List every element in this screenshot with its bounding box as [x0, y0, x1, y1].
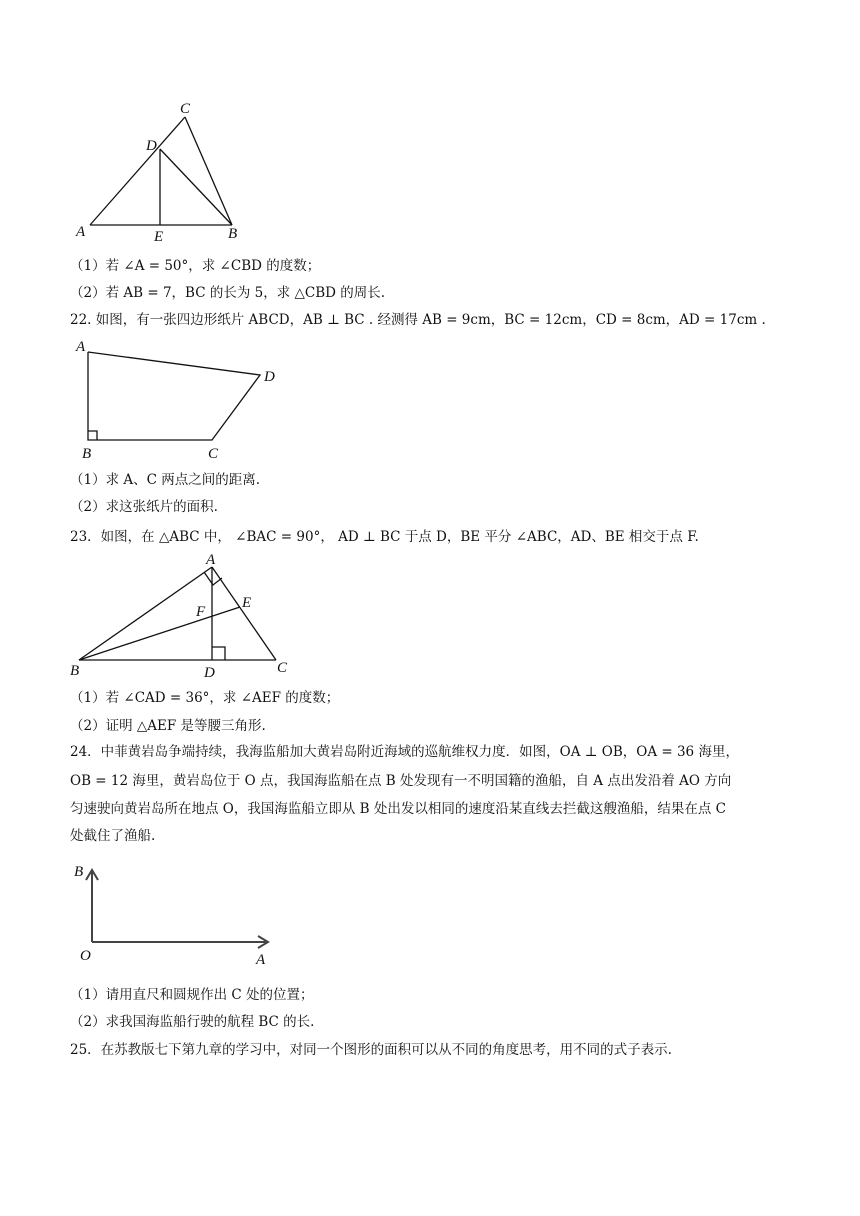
- label-e: E: [154, 229, 164, 244]
- segment-cb: [185, 117, 232, 225]
- label-a: A: [206, 552, 216, 568]
- q23-part1: （1）若 ∠CAD = 36°，求 ∠AEF 的度数；: [70, 690, 340, 706]
- segment-ac: [90, 117, 185, 225]
- label-a: A: [256, 952, 266, 968]
- label-c: C: [208, 446, 219, 462]
- segment-ba: [79, 567, 212, 660]
- q21-part1: （1）若 ∠A = 50°，求 ∠CBD 的度数；: [70, 258, 321, 274]
- quadrilateral-abcd: [88, 352, 260, 440]
- label-o: O: [80, 948, 91, 964]
- label-b: B: [82, 446, 92, 462]
- q21-part2: （2）若 AB = 7，BC 的长为 5，求 △CBD 的周长.: [70, 285, 386, 301]
- label-c: C: [277, 660, 288, 676]
- label-d: D: [264, 369, 275, 385]
- label-c: C: [180, 101, 191, 117]
- figure-q21: [70, 96, 260, 244]
- q24-line4: 处截住了渔船.: [70, 828, 156, 844]
- figure-q22: [70, 338, 290, 464]
- label-b: B: [74, 864, 84, 880]
- q25-stem: 25．在苏教版七下第九章的学习中，对同一个图形的面积可以从不同的角度思考，用不同的式子表示.: [70, 1042, 672, 1058]
- label-d: D: [204, 665, 215, 680]
- q23-stem: 23．如图，在 △ABC 中， ∠BAC = 90°， AD ⊥ BC 于点 D，BE 平分 ∠ABC，AD、BE 相交于点 F.: [70, 529, 699, 545]
- label-d: D: [146, 138, 157, 154]
- q24-line2: OB = 12 海里，黄岩岛位于 O 点，我国海监船在点 B 处发现有一不明国籍的渔船，自 A 点出发沿着 AO 方向: [70, 773, 732, 789]
- q24-part1: （1）请用直尺和圆规作出 C 处的位置；: [70, 987, 314, 1003]
- q24-line1: 24．中菲黄岩岛争端持续，我海监船加大黄岩岛附近海域的巡航维权力度．如图，OA ⊥ OB，OA = 36 海里，: [70, 744, 739, 760]
- q22-stem: 22. 如图，有一张四边形纸片 ABCD，AB ⊥ BC . 经测得 AB = 9cm，BC = 12cm，CD = 8cm，AD = 17cm .: [70, 312, 766, 328]
- right-angle-mark-d: [212, 647, 225, 660]
- label-b: B: [228, 226, 238, 242]
- segment-db: [160, 149, 232, 225]
- figure-q24: [70, 856, 290, 971]
- q24-part2: （2）求我国海监船行驶的航程 BC 的长.: [70, 1014, 315, 1030]
- label-a: A: [76, 224, 86, 240]
- right-angle-mark-b: [88, 431, 97, 440]
- label-f: F: [196, 604, 206, 620]
- label-b: B: [70, 663, 80, 679]
- q22-part1: （1）求 A、C 两点之间的距离.: [70, 472, 261, 488]
- figure-q23: [64, 550, 294, 680]
- q22-part2: （2）求这张纸片的面积.: [70, 499, 218, 515]
- q24-line3: 匀速驶向黄岩岛所在地点 O，我国海监船立即从 B 处出发以相同的速度沿某直线去拦截这艘渔船，结果在点 C: [70, 801, 726, 817]
- q23-part2: （2）证明 △AEF 是等腰三角形.: [70, 718, 266, 734]
- label-e: E: [242, 595, 252, 611]
- label-a: A: [76, 339, 86, 355]
- segment-be: [79, 607, 240, 660]
